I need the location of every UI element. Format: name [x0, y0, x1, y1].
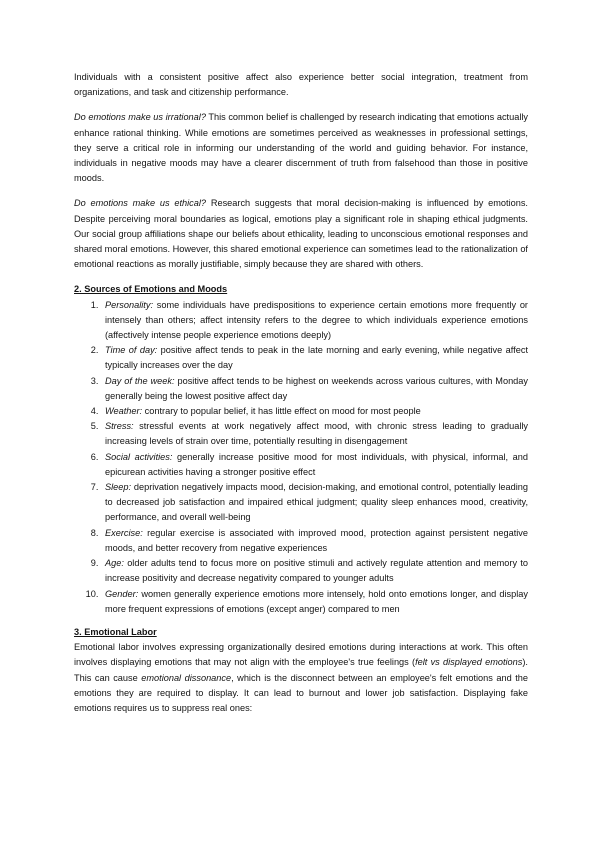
list-item-text: generally increase positive mood for most individuals, with physical, informal, and epicurean activities having a stronger positive effect [105, 451, 529, 477]
emotional-labor-term-felt-displayed: felt vs displayed emotions [415, 657, 523, 668]
paragraph-emotions-irrational [74, 110, 528, 186]
emotional-labor-text-1: Emotional labor involves expressing organizationally desired emotions during interactions at work. This often involves displaying emotions that may not align with the employee's true feelings ( [74, 642, 528, 668]
list-item-term: Weather: [105, 406, 143, 417]
list-item-term: Age: [105, 558, 124, 569]
list-item-text: older adults tend to focus more on positive stimuli and actively regulate attention and memory to increase positivity and decrease negativity compared to younger adults [105, 558, 528, 584]
list-item [101, 404, 528, 419]
list-item [101, 526, 528, 556]
paragraph-ethical-text: Research suggests that moral decision-making is influenced by emotions. Despite perceiving moral boundaries as logical, emotions play a significant role in shaping ethical judgments. Our social group affiliations shape our beliefs about ethicality, leading to unconscious emotional responses and shared moral emotions. However, this shared emotional experience can sometimes lead to the rationalization of emotional reactions as morally justifiable, simply because they are shared with others. [74, 198, 528, 270]
list-item-text: some individuals have predispositions to experience certain emotions more frequently or intensely than others; affect intensity refers to the degree to which individuals experience emotions (affectively intense people experience emotions deeply) [105, 299, 528, 341]
list-item-text: deprivation negatively impacts mood, decision-making, and emotional control, potentially leading to decreased job satisfaction and impaired ethical judgment; quality sleep enhances mood, creativity, performance, and overall well-being [105, 482, 528, 523]
list-item-term: Sleep: [105, 482, 132, 493]
question-irrational: Do emotions make us irrational? [74, 112, 206, 123]
list-item-term: Exercise: [105, 527, 143, 538]
list-item [101, 343, 528, 373]
list-item [101, 374, 528, 404]
section-heading-sources: 2. Sources of Emotions and Moods [74, 284, 228, 295]
list-item-text: stressful events at work negatively affect mood, with chronic stress leading to gradually increasing levels of strain over time, potentially resulting in disengagement [105, 421, 528, 447]
list-item [101, 587, 528, 617]
list-item-term: Day of the week: [105, 375, 175, 386]
list-item [101, 556, 528, 586]
list-item-text: positive affect tends to be highest on weekends across various cultures, with Monday generally being the lowest positive affect day [105, 375, 528, 401]
list-item [101, 298, 528, 344]
list-item-text: positive affect tends to peak in the late morning and early evening, while negative affect typically increases over the day [105, 345, 528, 371]
list-item-term: Time of day: [105, 345, 158, 356]
list-item [101, 480, 528, 526]
paragraph-positive-affect: Individuals with a consistent positive affect also experience better social integration, treatment from organizations, and task and citizenship performance. [74, 72, 528, 98]
list-item-term: Social activities: [105, 451, 173, 462]
paragraph-emotional-labor [74, 640, 528, 716]
emotional-labor-text-3: , which is the disconnect between an employee's felt emotions and the emotions they are required to display. It can lead to burnout and lower job satisfaction. Displaying fake emotions requires us to suppress real ones: [74, 672, 528, 713]
list-item-term: Gender: [105, 588, 139, 599]
question-ethical: Do emotions make us ethical? [74, 198, 207, 209]
emotional-labor-text-2: ). This can cause [74, 657, 528, 683]
list-item-text: regular exercise is associated with improved mood, protection against persistent negative moods, and better recovery from negative experiences [105, 527, 528, 553]
sources-list [74, 298, 528, 617]
list-item [101, 419, 528, 449]
paragraph-irrational-text: This common belief is challenged by research indicating that emotions actually enhance rational thinking. While emotions are sometimes perceived as weaknesses in professional settings, they serve a critical role in informing our understanding of the world and guiding behavior. For instance, individuals in negative moods may have a clearer discernment of truth from falsehood than those in positive moods. [74, 112, 529, 184]
document-body [74, 70, 528, 716]
list-item [101, 450, 528, 480]
section-heading-emotional-labor: 3. Emotional Labor [74, 626, 157, 637]
list-item-term: Personality: [105, 299, 154, 310]
list-item-term: Stress: [105, 421, 134, 432]
emotional-labor-term-dissonance: emotional dissonance [141, 672, 232, 683]
paragraph-emotions-ethical [74, 196, 528, 272]
list-item-text: contrary to popular belief, it has little effect on mood for most people [142, 406, 421, 417]
list-item-text: women generally experience emotions more intensely, hold onto emotions longer, and display more frequent expressions of emotions (except anger) compared to men [105, 588, 528, 614]
